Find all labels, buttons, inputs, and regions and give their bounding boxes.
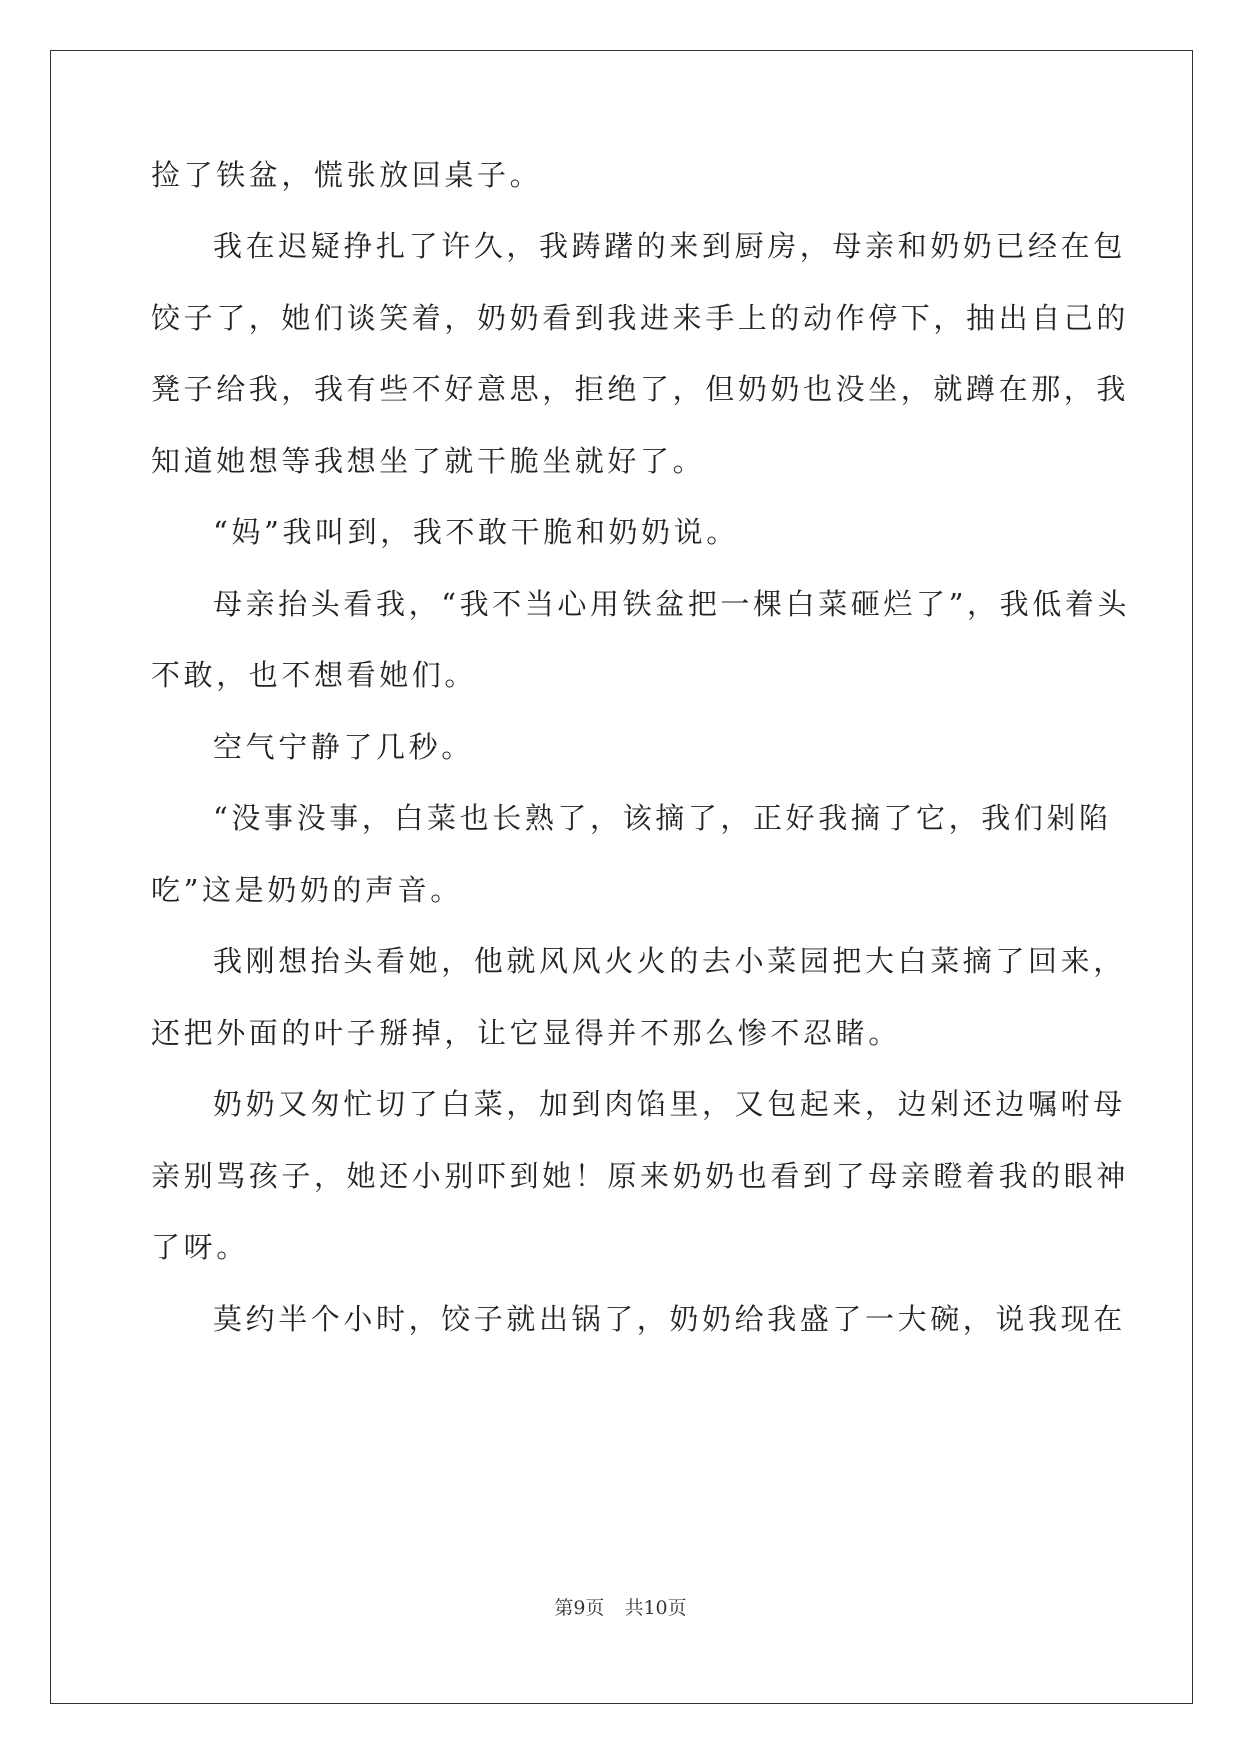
body-text-line: “妈”我叫到，我不敢干脆和奶奶说。 [213,515,739,549]
body-text-line: 知道她想等我想坐了就干脆坐就好了。 [151,444,706,478]
body-text-line: 捡了铁盆，慌张放回桌子。 [151,158,543,192]
body-text-line: 我刚想抬头看她，他就风风火火的去小菜园把大白菜摘了回来， [213,944,1126,978]
body-text-line: 母亲抬头看我，“我不当心用铁盆把一棵白菜砸烂了”，我低着头 [213,587,1131,621]
page-total: 共10页 [624,1597,687,1619]
body-text-line: 空气宁静了几秒。 [213,730,474,764]
body-text-line: 凳子给我，我有些不好意思，拒绝了，但奶奶也没坐，就蹲在那，我 [151,372,1130,406]
body-text-line: 吃”这是奶奶的声音。 [151,873,463,907]
body-text-line: 了呀。 [151,1230,249,1264]
page-footer [0,1596,1241,1620]
body-text-line: 还把外面的叶子掰掉，让它显得并不那么惨不忍睹。 [151,1016,901,1050]
body-text-line: 饺子了，她们谈笑着，奶奶看到我进来手上的动作停下，抽出自己的 [151,301,1130,335]
body-text-line: “没事没事，白菜也长熟了，该摘了，正好我摘了它，我们剁陷 [213,801,1112,835]
body-text-line: 亲别骂孩子，她还小别吓到她！原来奶奶也看到了母亲瞪着我的眼神 [151,1159,1130,1193]
body-text-line: 我在迟疑挣扎了许久，我踌躇的来到厨房，母亲和奶奶已经在包 [213,229,1126,263]
body-text-line: 奶奶又匆忙切了白菜，加到肉馅里，又包起来，边剁还边嘱咐母 [213,1087,1126,1121]
body-text-line: 莫约半个小时，饺子就出锅了，奶奶给我盛了一大碗，说我现在 [213,1302,1126,1336]
body-text-line: 不敢，也不想看她们。 [151,658,478,692]
page-number: 第9页 [554,1597,605,1619]
